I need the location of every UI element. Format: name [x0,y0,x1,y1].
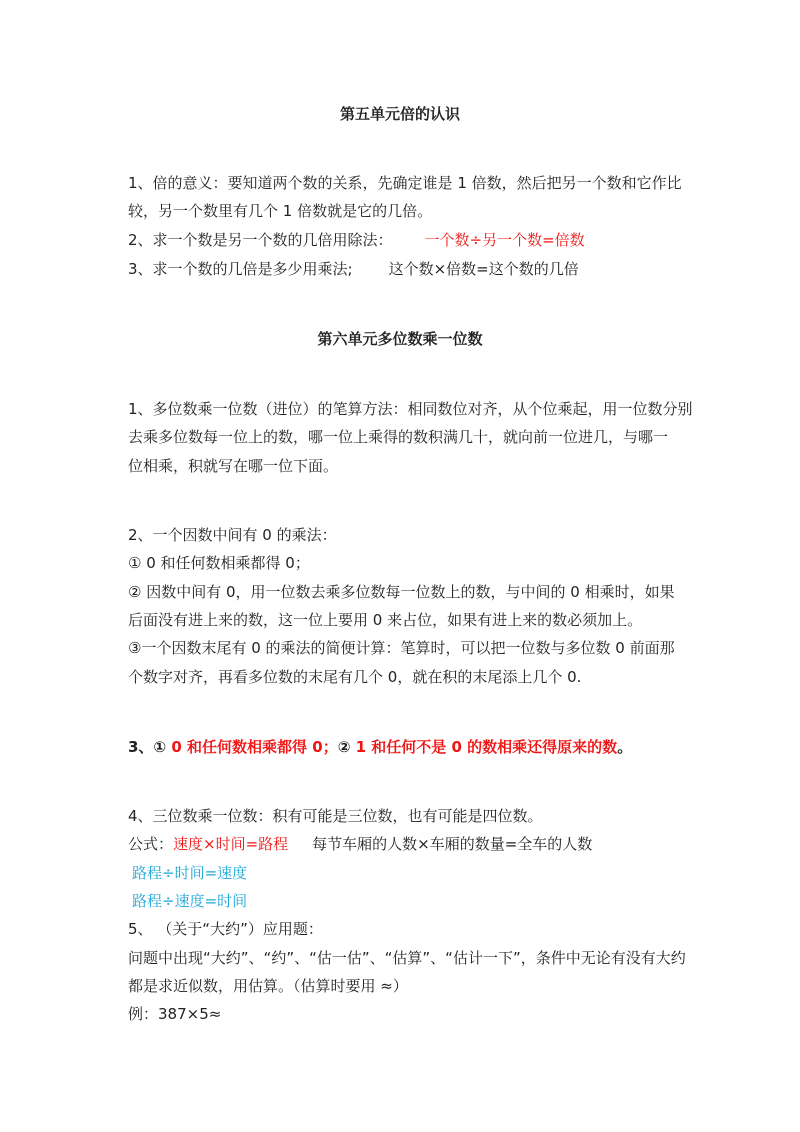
unit6-p2-item3-line1: ③一个因数末尾有 0 的乘法的简便计算：笔算时，可以把一位数与多位数 0 前面那 [128,639,675,657]
unit6-p3-red2: 1 和任何不是 0 的数相乘还得原来的数 [355,738,618,756]
unit6-p4-blue2: 路程÷速度=时间 [132,892,248,910]
unit6-p3-end: 。 [617,738,633,756]
unit6-p2-item2-line1: ② 因数中间有 0，用一位数去乘多位数每一位数上的数，与中间的 0 相乘时，如果 [128,583,675,601]
unit6-p5-line2: 都是求近似数，用估算。（估算时要用 ≈） [128,977,408,995]
unit6-p4-formula-red: 速度×时间=路程 [173,835,289,853]
unit5-title: 第五单元倍的认识 [339,105,460,123]
unit6-p3-prefix: 3、① [128,738,172,756]
unit6-p5-line1: 问题中出现“大约”、“约”、“估一估”、“估算”、“估计一下”，条件中无论有没有大约 [128,949,686,967]
unit6-p1-line1: 1、多位数乘一位数（进位）的笔算方法：相同数位对齐，从个位乘起，用一位数分别 [128,400,693,418]
unit5-p2 [128,229,585,250]
unit5-p2-formula: 一个数÷另一个数=倍数 [424,231,585,249]
unit5-p1-line2: 较，另一个数里有几个 1 倍数就是它的几倍。 [128,202,433,220]
unit5-p2-prefix: 2、求一个数是另一个数的几倍用除法： [128,231,393,249]
unit6-p3-red1: 0 和任何数相乘都得 0； [171,738,338,756]
unit6-p4-formula-rest: 每节车厢的人数×车厢的数量=全车的人数 [312,835,593,853]
unit6-p2-item3-line2: 个数字对齐，再看多位数的末尾有几个 0，就在积的末尾添上几个 0. [128,668,582,686]
unit6-p5-title: 5、 （关于“大约”）应用题： [128,920,323,938]
unit5-p1-line1: 1、倍的意义：要知道两个数的关系，先确定谁是 1 倍数，然后把另一个数和它作比 [128,174,682,192]
unit6-p5-example: 例：387×5≈ [128,1005,222,1023]
unit5-p3-prefix: 3、求一个数的几倍是多少用乘法; [128,260,353,278]
unit5-p3 [128,258,579,279]
unit6-p2-item2-line2: 后面没有进上来的数，这一位上要用 0 来占位，如果有进上来的数必须加上。 [128,611,643,629]
unit6-p3 [128,736,632,757]
unit6-p2-item1: ① 0 和任何数相乘都得 0； [128,554,310,572]
unit6-title: 第六单元多位数乘一位数 [317,330,483,348]
unit6-p4-line1: 4、三位数乘一位数：积有可能是三位数，也有可能是四位数。 [128,807,543,825]
unit6-p1-line2: 去乘多位数每一位上的数，哪一位上乘得的数积满几十，就向前一位进几，与哪一 [128,428,669,446]
unit5-p3-formula: 这个数×倍数=这个数的几倍 [388,260,579,278]
unit6-p4-formula-label: 公式： [128,835,174,853]
unit6-p2-title: 2、一个因数中间有 0 的乘法： [128,526,337,544]
unit6-p4-formula [128,833,592,854]
unit6-p4-blue1: 路程÷时间=速度 [132,864,248,882]
unit6-p1-line3: 位相乘，积就写在哪一位下面。 [128,457,339,475]
unit6-p3-mid: ② [337,738,356,756]
